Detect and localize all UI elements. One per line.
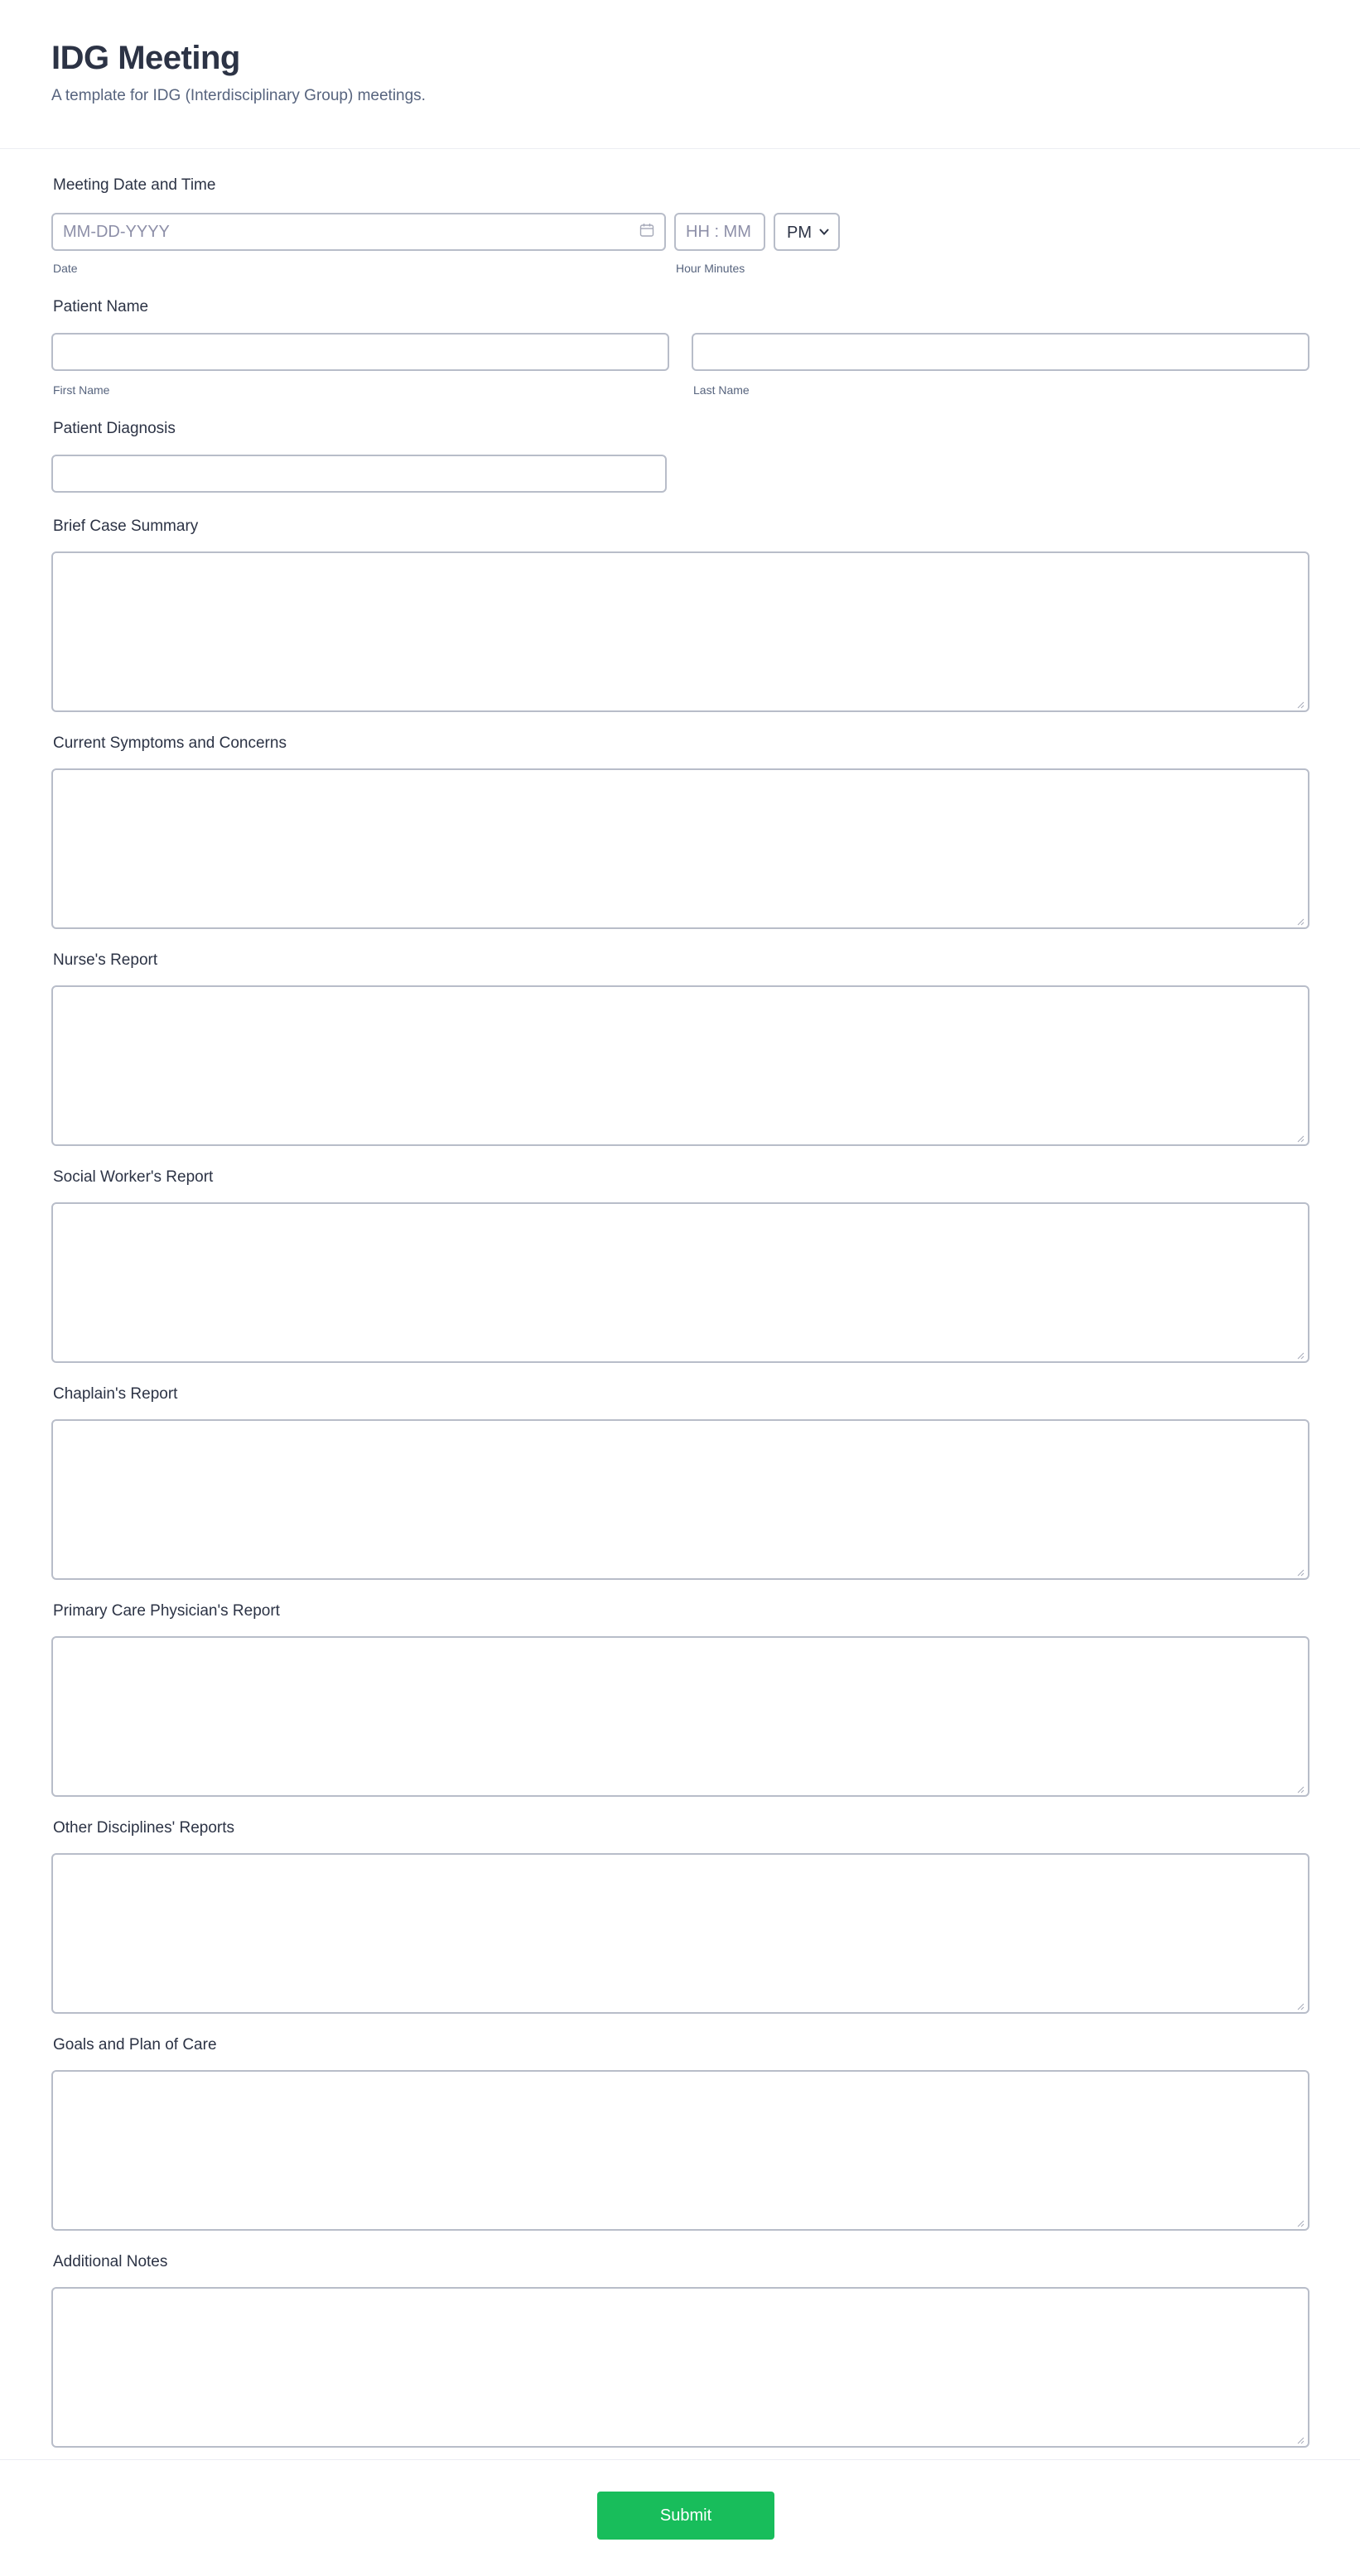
calendar-icon[interactable] <box>639 223 654 238</box>
current-symptoms-textarea[interactable] <box>51 768 1309 929</box>
resize-grip-icon[interactable] <box>1296 1351 1305 1360</box>
other-disciplines-reports-label: Other Disciplines' Reports <box>53 1819 235 1837</box>
other-disciplines-reports-textarea[interactable] <box>51 1853 1309 2014</box>
resize-grip-icon[interactable] <box>1296 2002 1305 2010</box>
ampm-select[interactable] <box>774 213 840 251</box>
primary-care-physician-report-textarea[interactable] <box>51 1636 1309 1797</box>
chaplains-report-label: Chaplain's Report <box>53 1385 178 1403</box>
meeting-time-input[interactable] <box>674 213 765 251</box>
last-name-sublabel: Last Name <box>693 383 750 397</box>
patient-name-label: Patient Name <box>53 298 149 315</box>
social-workers-report-textarea[interactable] <box>51 1202 1309 1363</box>
additional-notes-label: Additional Notes <box>53 2253 168 2270</box>
goals-plan-of-care-textarea[interactable] <box>51 2070 1309 2231</box>
brief-case-summary-label: Brief Case Summary <box>53 518 199 535</box>
chaplains-report-textarea[interactable] <box>51 1419 1309 1580</box>
first-name-sublabel: First Name <box>53 383 110 397</box>
resize-grip-icon[interactable] <box>1296 701 1305 709</box>
patient-diagnosis-input[interactable] <box>51 455 667 493</box>
goals-plan-of-care-label: Goals and Plan of Care <box>53 2036 217 2054</box>
submit-button[interactable]: Submit <box>597 2492 774 2540</box>
meeting-date-input[interactable] <box>51 213 666 251</box>
nurses-report-label: Nurse's Report <box>53 951 158 969</box>
resize-grip-icon[interactable] <box>1296 1134 1305 1143</box>
resize-grip-icon[interactable] <box>1296 1785 1305 1794</box>
time-sublabel: Hour Minutes <box>676 262 745 275</box>
form-subtitle: A template for IDG (Interdisciplinary Group) meetings. <box>51 87 426 104</box>
patient-diagnosis-label: Patient Diagnosis <box>53 420 176 437</box>
brief-case-summary-textarea[interactable] <box>51 551 1309 712</box>
form-header <box>0 0 1360 149</box>
resize-grip-icon[interactable] <box>1296 917 1305 926</box>
current-symptoms-label: Current Symptoms and Concerns <box>53 734 287 752</box>
additional-notes-textarea[interactable] <box>51 2287 1309 2448</box>
ampm-value: PM <box>787 224 812 242</box>
resize-grip-icon[interactable] <box>1296 2219 1305 2227</box>
date-sublabel: Date <box>53 262 78 275</box>
primary-care-physician-report-label: Primary Care Physician's Report <box>53 1602 280 1620</box>
form-title: IDG Meeting <box>51 40 240 76</box>
meeting-date-time-label: Meeting Date and Time <box>53 176 216 194</box>
resize-grip-icon[interactable] <box>1296 1568 1305 1577</box>
resize-grip-icon[interactable] <box>1296 2436 1305 2444</box>
form-footer <box>0 2459 1360 2576</box>
chevron-down-icon <box>818 226 830 238</box>
nurses-report-textarea[interactable] <box>51 985 1309 1146</box>
last-name-input[interactable] <box>692 333 1309 371</box>
first-name-input[interactable] <box>51 333 669 371</box>
social-workers-report-label: Social Worker's Report <box>53 1168 214 1186</box>
